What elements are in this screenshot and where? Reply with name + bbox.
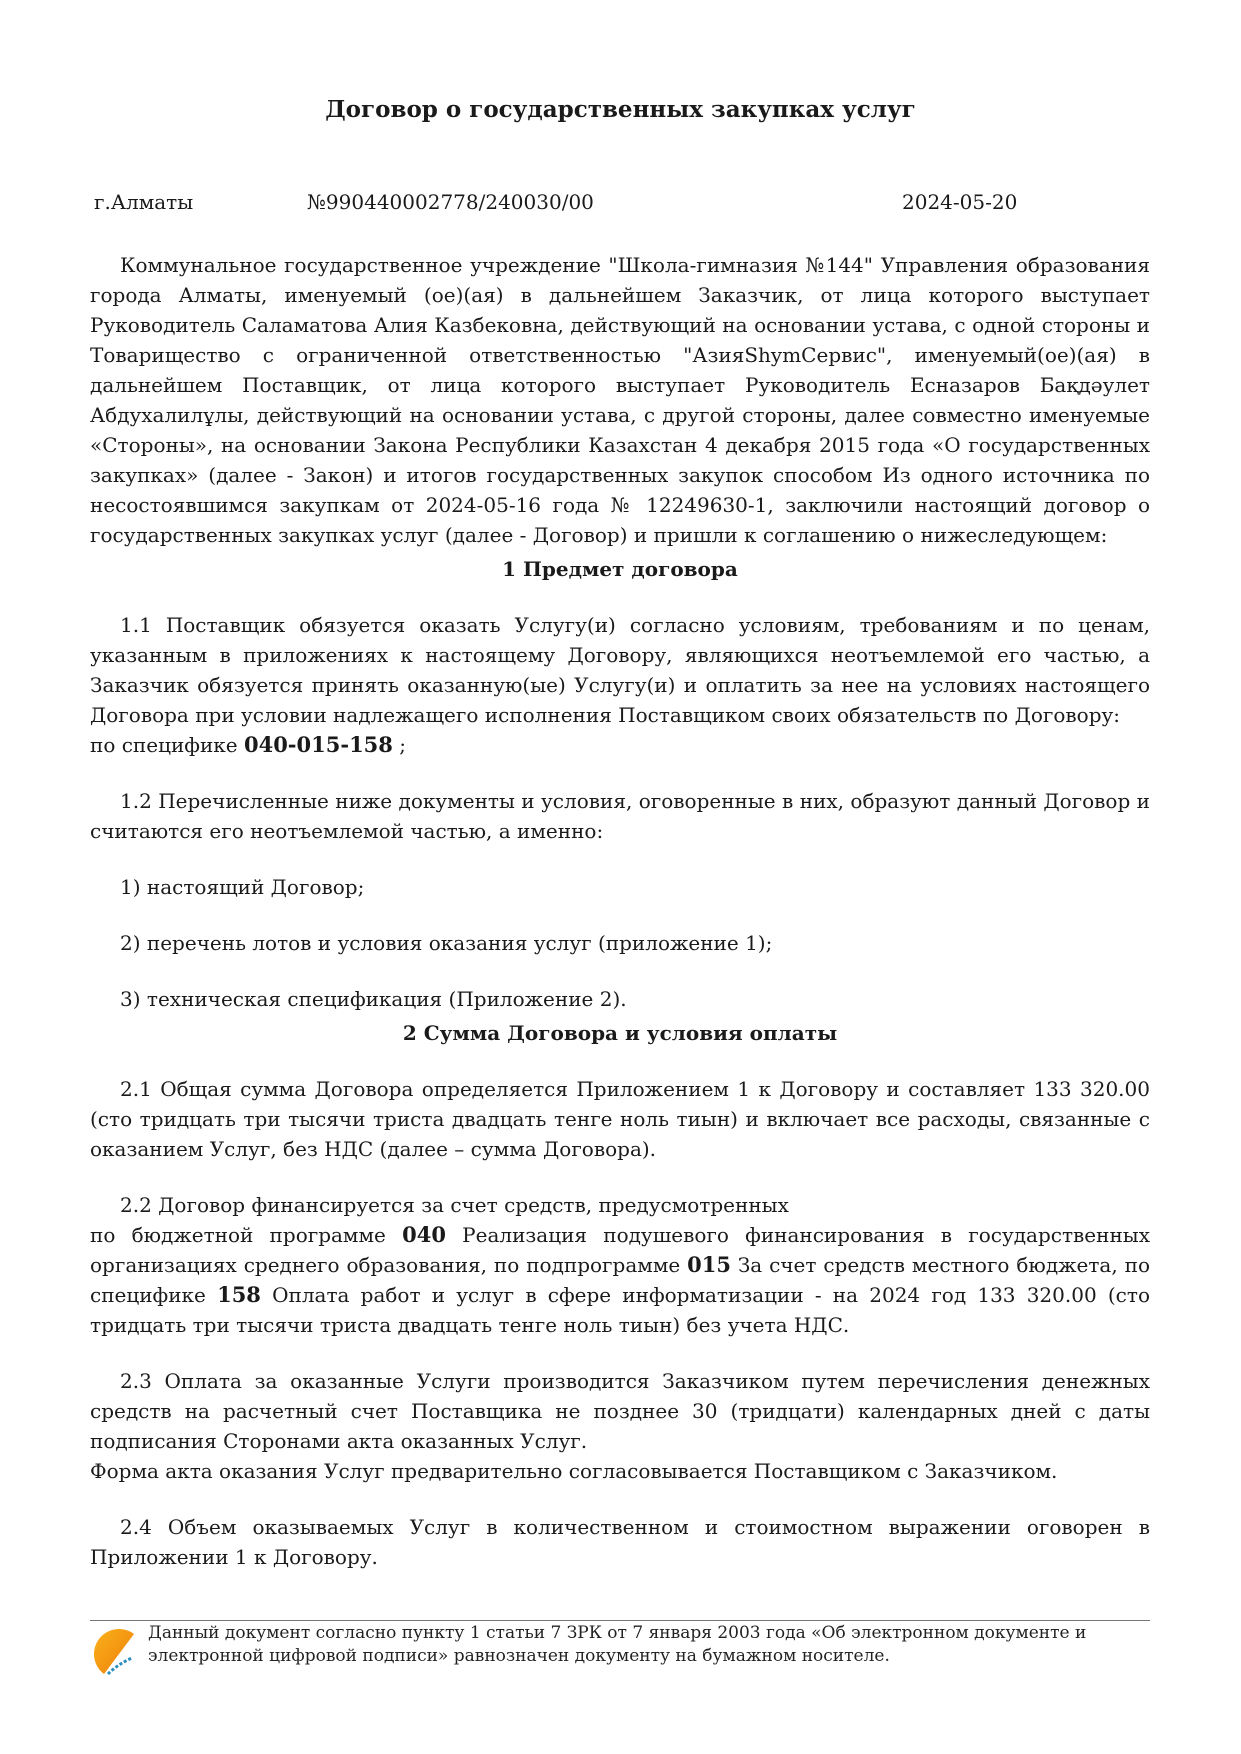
contract-date: 2024-05-20 (902, 190, 1018, 214)
specific-code: 158 (217, 1282, 261, 1307)
footer-divider (90, 1620, 1150, 1621)
clause-2-3: 2.3 Оплата за оказанные Услуги производится Заказчиком путем перечисления денежных средств на расчетный счет Поставщика не позднее 30 (тридцати) календарных дней с даты подписания Сторонами акта оказанных Услуг. (90, 1369, 1150, 1453)
list-item: 3) техническая спецификация (Приложение 2). (120, 987, 627, 1011)
clause-2-2-intro: 2.2 Договор финансируется за счет средств, предусмотренных (120, 1193, 789, 1217)
clause-2-2: по бюджетной программе 040 Реализация подушевого финансирования в государственных организациях среднего образования, по подпрограмме 015 За счет средств местного бюджета, по специфике 158 Оплата работ и услуг в сфере информатизации - на 2024 год 133 320.00 (сто тридцать три тысячи триста двадцать тенге ноль тиын) без учета НДС. (90, 1222, 1150, 1337)
clause-2-1: 2.1 Общая сумма Договора определяется Приложением 1 к Договору и составляет 133 320.00 (сто тридцать три тысячи триста двадцать тенге ноль тиын) и включает все расходы, связанные с оказанием Услуг, без НДС (далее – сумма Договора). (90, 1077, 1150, 1161)
section-2-heading: 2 Сумма Договора и условия оплаты (402, 1021, 838, 1045)
contract-number: №990440002778/240030/00 (307, 190, 594, 214)
spec-code: 040-015-158 (243, 732, 393, 757)
list-item: 2) перечень лотов и условия оказания услуг (приложение 1); (120, 931, 773, 955)
preamble: Коммунальное государственное учреждение "Школа-гимназия №144" Управления образования города Алматы, именуемый (ое)(ая) в дальнейшем Заказчик, от лица которого выступает Руководитель Саламатова Алия Казбековна, действующий на основании устава, с одной стороны и Товарищество с ограниченной ответственностью "АзияShymСервис", именуемый(ое)(ая) в дальнейшем Поставщик, от лица которого выступает Руководитель Есназаров Бақдәулет Абдухалилұлы, действующий на основании устава, с другой стороны, далее совместно именуемые «Стороны», на основании Закона Республики Казахстан 4 декабря 2015 года «О государственных закупках» (далее - Закон) и итогов государственных закупок способом Из одного источника по несостоявшимся закупкам от 2024-05-16 года № 12249630-1, заключили настоящий договор о государственных закупках услуг (далее - Договор) и пришли к соглашению о нижеследующем: (90, 253, 1150, 547)
egov-sun-logo-icon (94, 1628, 138, 1678)
clause-2-3-act-form: Форма акта оказания Услуг предварительно согласовывается Поставщиком с Заказчиком. (90, 1459, 1058, 1483)
list-item: 1) настоящий Договор; (120, 875, 365, 899)
legal-notice: Данный документ согласно пункту 1 статьи 7 ЗРК от 7 января 2003 года «Об электронном документе и электронной цифровой подписи» равнозначен документу на бумажном носителе. (148, 1623, 1087, 1666)
clause-2-4: 2.4 Объем оказываемых Услуг в количественном и стоимостном выражении оговорен в Приложении 1 к Договору. (90, 1515, 1150, 1569)
clause-1-1: 1.1 Поставщик обязуется оказать Услугу(и) согласно условиям, требованиям и по ценам, указанным в приложениях к настоящему Договору, являющихся неотъемлемой его частью, а Заказчик обязуется принять оказанную(ые) Услугу(и) и оплатить за нее на условиях настоящего Договора при условии надлежащего исполнения Поставщиком своих обязательств по Договору: (90, 613, 1150, 727)
program-code: 040 (402, 1222, 446, 1247)
city: г.Алматы (94, 190, 194, 214)
section-1-heading: 1 Предмет договора (502, 557, 738, 581)
subprogram-code: 015 (687, 1252, 731, 1277)
clause-1-2: 1.2 Перечисленные ниже документы и условия, оговоренные в них, образуют данный Договор и считаются его неотъемлемой частью, а именно: (90, 789, 1150, 843)
document-title: Договор о государственных закупках услуг (325, 96, 916, 123)
document-body (90, 250, 1150, 1572)
spec-line: по специфике 040-015-158 ; (90, 732, 407, 757)
